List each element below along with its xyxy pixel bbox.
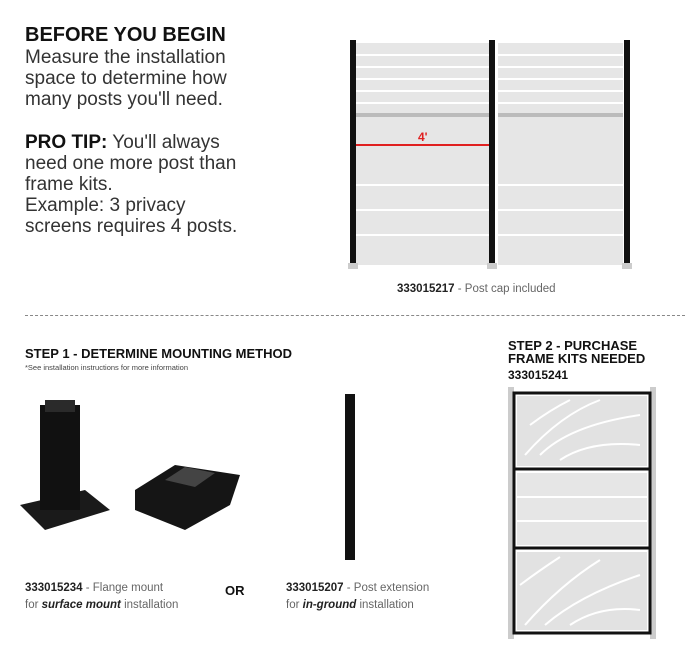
sku: 333015217	[397, 283, 455, 295]
example-line: Example: 3 privacy	[25, 195, 186, 216]
step1-title: STEP 1 - DETERMINE MOUNTING METHOD	[25, 346, 292, 361]
frame-kit-illustration	[500, 385, 670, 645]
intro-title: BEFORE YOU BEGIN	[25, 24, 226, 46]
caption-text: installation	[120, 599, 179, 611]
caption-text: - Flange mount	[82, 582, 164, 594]
caption-text: - Post extension	[343, 582, 430, 594]
section-divider	[25, 315, 685, 316]
example-line: screens requires 4 posts.	[25, 216, 238, 237]
pro-tip-label: PRO TIP:	[25, 132, 108, 153]
text-line: frame kits.	[25, 174, 113, 195]
step2-sku: 333015241	[508, 368, 569, 382]
flange-caption	[25, 580, 178, 614]
text-line: need one more post than	[25, 153, 237, 174]
pro-tip	[25, 132, 237, 237]
caption-text: installation	[356, 599, 414, 611]
step1-note: *See installation instructions for more information	[25, 363, 188, 372]
step2-title	[508, 339, 645, 365]
text-line: You'll always	[107, 132, 220, 153]
sku: 333015234	[25, 582, 83, 594]
or-label: OR	[225, 583, 245, 598]
text-line: Measure the installation	[25, 47, 226, 68]
intro-measure-text	[25, 47, 227, 110]
emphasis: surface mount	[41, 599, 121, 611]
fence-panel-right	[498, 43, 623, 265]
extension-caption	[286, 580, 429, 614]
caption-text: - Post cap included	[454, 283, 556, 295]
text-line: space to determine how	[25, 68, 227, 89]
fence-panel-left	[355, 43, 490, 265]
sku: 333015207	[286, 582, 344, 594]
flange-mount-illustration	[15, 395, 255, 545]
caption-text: for	[286, 599, 303, 611]
text-line: FRAME KITS NEEDED	[508, 351, 646, 366]
text-line: STEP 2 - PURCHASE	[508, 338, 638, 353]
post-extension-illustration	[340, 392, 360, 562]
dimension-label: 4'	[418, 130, 428, 144]
caption-text: for	[25, 599, 42, 611]
text-line: many posts you'll need.	[25, 89, 223, 110]
emphasis: in-ground	[302, 599, 357, 611]
fence-caption	[397, 281, 556, 298]
fence-illustration	[340, 35, 650, 275]
